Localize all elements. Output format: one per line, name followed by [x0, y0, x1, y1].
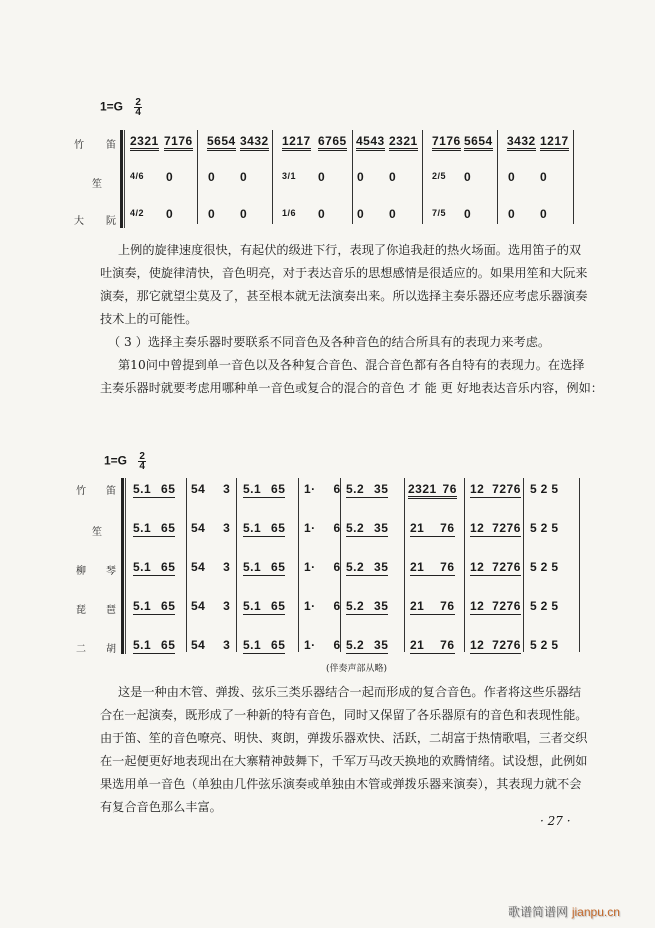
- note-group: 21 76: [410, 521, 455, 535]
- note-group: 12 7276: [470, 560, 521, 574]
- rest: 0: [357, 170, 365, 184]
- barline: [497, 130, 498, 224]
- note-group: 5.1 65: [243, 521, 286, 535]
- note-group: 5.1 65: [243, 638, 286, 652]
- note-group: 12 7276: [470, 482, 521, 496]
- note-group: 3432: [507, 134, 536, 151]
- rest: 0: [208, 170, 216, 184]
- instrument-label-liuqin-left: 柳: [76, 566, 86, 577]
- rest: 0: [318, 170, 326, 184]
- note-group: 7176: [164, 134, 193, 151]
- note-group: 5.1 65: [243, 599, 286, 613]
- chord-note: 1/6: [282, 208, 297, 218]
- note-group: 5654: [464, 134, 493, 151]
- system-brace-2: [121, 478, 124, 654]
- note-group: 7176: [432, 134, 461, 151]
- rest: 0: [540, 207, 548, 221]
- accompaniment-omitted-note: (伴奏声部从略): [326, 664, 388, 674]
- note-group: 5.1 65: [133, 599, 176, 613]
- paragraph-line: 由于笛、笙的音色嘹亮、明快、爽朗，弹拨乐器欢快、活跃，二胡富于热情歌唱，三者交织: [100, 731, 588, 745]
- paragraph-line: 主奏乐器时就要考虑用哪种单一音色或复合的混合的音色 才 能 更 好地表达音乐内容，例如：: [100, 381, 603, 395]
- chord-note: 4/2: [130, 208, 145, 218]
- paragraph-line: 在一起便更好地表现出在大寨精神鼓舞下，千军万马改天换地的欢腾情绪。试设想，此例如: [100, 754, 588, 768]
- chord-note: 3/1: [282, 171, 297, 181]
- note-group: 3432: [240, 134, 269, 151]
- note-group: 5.1 65: [133, 560, 176, 574]
- rest: 0: [240, 170, 248, 184]
- note-group: 21 76: [410, 560, 455, 574]
- rest: 0: [240, 207, 248, 221]
- note-group: 5.1 65: [243, 482, 286, 496]
- rest: 0: [508, 207, 516, 221]
- rest: 0: [464, 207, 472, 221]
- instrument-label-erhu-left: 二: [76, 644, 86, 655]
- note-group: 5654: [207, 134, 236, 151]
- chord-note: 2/5: [432, 171, 447, 181]
- note-group: 1217: [282, 134, 311, 151]
- paragraph-line: 合在一起演奏，既形成了一种新的特有音色，同时又保留了各乐器原有的音色和表现性能。: [100, 708, 588, 722]
- barline: [573, 130, 574, 224]
- section-heading: （ 3 ）选择主奏乐器时要联系不同音色及各种音色的结合所具有的表现力来考虑。: [108, 335, 551, 349]
- note-group: 5.1 65: [133, 521, 176, 535]
- note-group: 54 3: [191, 482, 231, 496]
- system-brace-inner-1: [124, 130, 125, 228]
- watermark-cn: 歌谱简谱网: [508, 905, 569, 919]
- key-signature-2: 1=G $\frac{2}{4}$: [104, 451, 145, 472]
- barline: [352, 130, 353, 224]
- note-group: 5.1 65: [133, 638, 176, 652]
- page-number: · 27 ·: [540, 814, 571, 828]
- note-group: 525: [530, 599, 563, 613]
- rest: 0: [166, 170, 174, 184]
- rest: 0: [318, 207, 326, 221]
- note-group: 525: [530, 482, 563, 496]
- note-group: 525: [530, 638, 563, 652]
- note-group: 1· 6: [304, 521, 341, 535]
- note-group: 1217: [540, 134, 569, 151]
- instrument-label-erhu-right: 胡: [106, 644, 116, 655]
- instrument-label-sheng: 笙: [92, 179, 102, 190]
- note-group: 12 7276: [470, 521, 521, 535]
- chord-note: 4/6: [130, 171, 145, 181]
- paragraph-line: 这是一种由木管、弹拨、弦乐三类乐器结合一起而形成的复合音色。作者将这些乐器结: [118, 685, 582, 699]
- paragraph-line: 第10问中曾提到单一音色以及各种复合音色、混合音色都有各自特有的表现力。在选择: [118, 358, 585, 372]
- barline: [298, 478, 299, 652]
- note-group: 12 7276: [470, 599, 521, 613]
- paragraph-line: 技术上的可能性。: [100, 312, 198, 326]
- chord-note: 7/5: [432, 208, 447, 218]
- barline: [404, 478, 405, 652]
- note-group: 2321: [130, 134, 159, 151]
- instrument-label-daruan-left: 大: [74, 216, 84, 227]
- time-signature-2: $\frac{2}{4}$: [139, 451, 145, 472]
- watermark-en: jianpu.cn: [571, 905, 620, 919]
- rest: 0: [357, 207, 365, 221]
- time-signature-1: $\frac{2}{4}$: [135, 97, 141, 118]
- rest: 0: [389, 207, 397, 221]
- note-group: 21 76: [410, 638, 455, 652]
- system-brace-inner-2: [125, 478, 126, 654]
- paragraph-line: 演奏，那它就望尘莫及了，甚至根本就无法演奏出来。所以选择主奏乐器还应考虑乐器演奏: [100, 289, 588, 303]
- barline: [272, 130, 273, 224]
- note-group: 2321 76: [408, 482, 457, 499]
- watermark: [508, 903, 620, 920]
- note-group: 1· 6: [304, 638, 341, 652]
- barline: [579, 478, 580, 652]
- note-group: 5.2 35: [346, 638, 389, 652]
- paragraph-line: 上例的旋律速度很快，有起伏的级进下行，表现了你追我赶的热火场面。选用笛子的双: [118, 243, 582, 257]
- key-signature-1: 1=G $\frac{2}{4}$: [100, 97, 141, 118]
- note-group: 5.2 35: [346, 599, 389, 613]
- barline: [197, 130, 198, 224]
- note-group: 5.1 65: [133, 482, 176, 496]
- barline: [236, 478, 237, 652]
- barline: [464, 478, 465, 652]
- note-group: 21 76: [410, 599, 455, 613]
- note-group: 5.1 65: [243, 560, 286, 574]
- rest: 0: [540, 170, 548, 184]
- instrument-label-pipa-left: 琵: [76, 605, 86, 616]
- instrument-label-daruan-right: 阮: [106, 216, 116, 227]
- system-brace-1: [120, 130, 123, 228]
- note-group: 6765: [318, 134, 347, 151]
- note-group: 54 3: [191, 638, 231, 652]
- instrument-label-sheng: 笙: [92, 527, 102, 538]
- paragraph-line: 吐演奏，使旋律清快，音色明亮，对于表达音乐的思想感情是很适应的。如果用笙和大阮来: [100, 266, 588, 280]
- note-group: 54 3: [191, 599, 231, 613]
- instrument-label-dizi-right: 笛: [106, 486, 116, 497]
- note-group: 12 7276: [470, 638, 521, 652]
- instrument-label-liuqin-right: 琴: [106, 566, 116, 577]
- note-group: 54 3: [191, 521, 231, 535]
- note-group: 1· 6: [304, 560, 341, 574]
- note-group: 5.2 35: [346, 560, 389, 574]
- rest: 0: [464, 170, 472, 184]
- rest: 0: [208, 207, 216, 221]
- barline: [422, 130, 423, 224]
- barline: [186, 478, 187, 652]
- instrument-label-dizi-right: 笛: [106, 140, 116, 151]
- instrument-label-dizi-left: 竹: [74, 140, 84, 151]
- rest: 0: [166, 207, 174, 221]
- note-group: 5.2 35: [346, 482, 389, 496]
- note-group: 4543: [356, 134, 385, 151]
- instrument-label-dizi-left: 竹: [76, 486, 86, 497]
- barline: [523, 478, 524, 652]
- instrument-label-pipa-right: 琶: [106, 605, 116, 616]
- rest: 0: [389, 170, 397, 184]
- note-group: 54 3: [191, 560, 231, 574]
- note-group: 525: [530, 560, 563, 574]
- note-group: 2321: [389, 134, 418, 151]
- note-group: 1· 6: [304, 599, 341, 613]
- rest: 0: [508, 170, 516, 184]
- paragraph-line: 有复合音色那么丰富。: [100, 800, 222, 814]
- note-group: 5.2 35: [346, 521, 389, 535]
- note-group: 1· 6: [304, 482, 341, 496]
- note-group: 525: [530, 521, 563, 535]
- paragraph-line: 果选用单一音色（单独由几件弦乐演奏或单独由木管或弹拨乐器来演奏），其表现力就不会: [100, 777, 582, 791]
